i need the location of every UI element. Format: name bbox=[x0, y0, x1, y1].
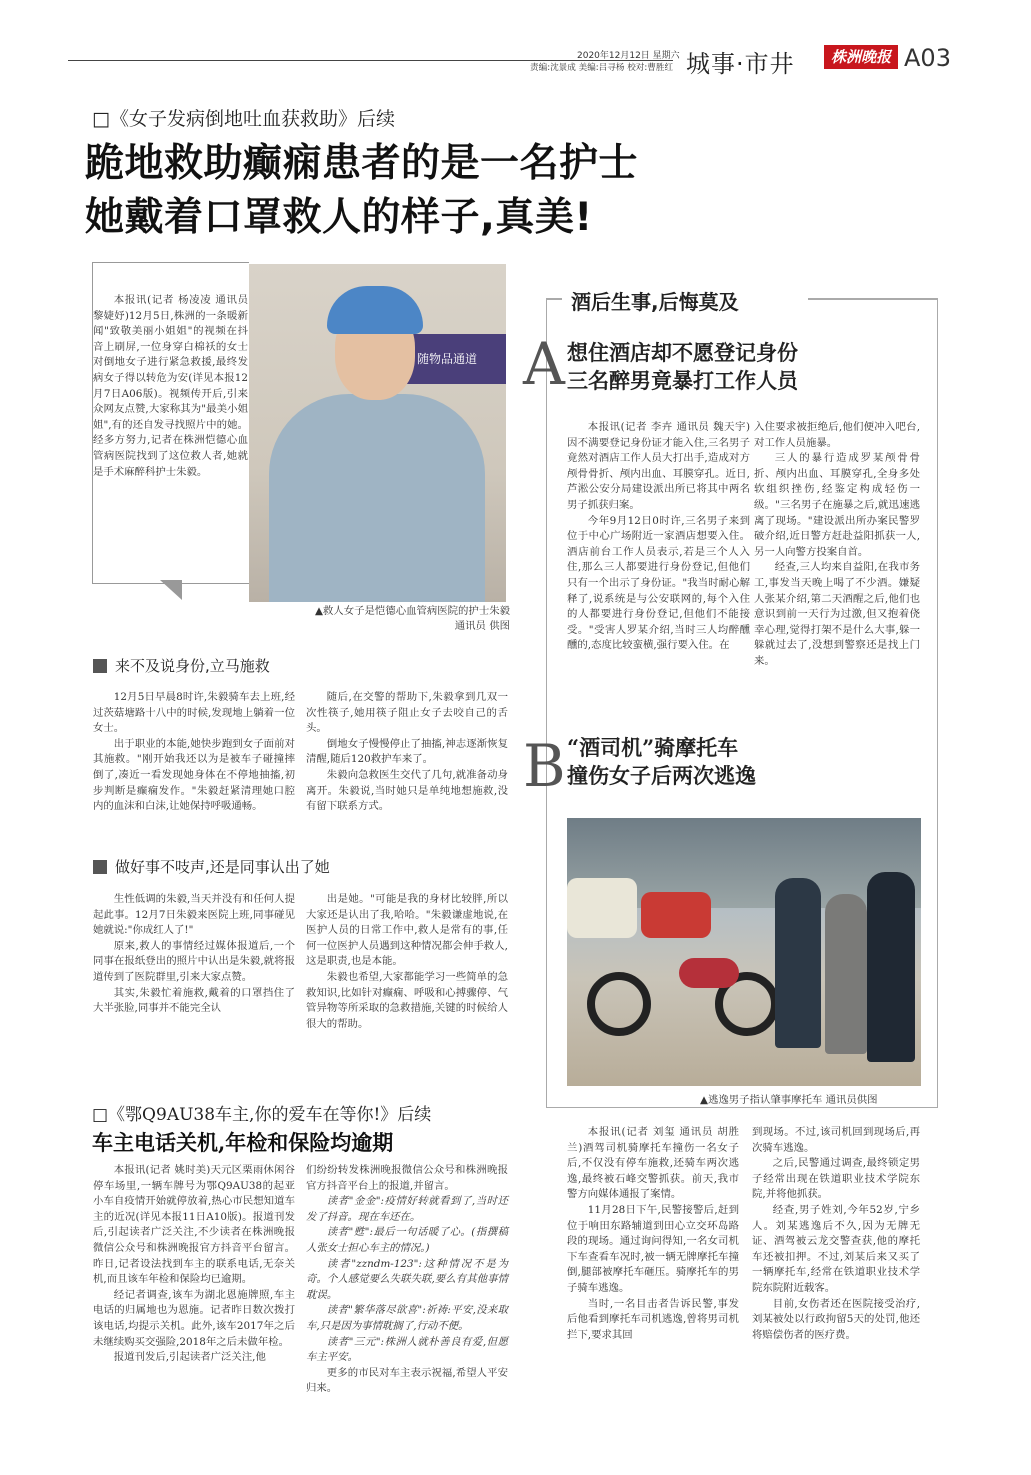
lead-text: 本报讯(记者 杨凌凌 通讯员 黎婕妤)12月5日,株洲的一条暖新闻"致敬美丽小姐姐"的视频在抖音上刷屏,一位身穿白棉袄的女士对倒地女子进行紧急救援,最终发病女子得以转危为安(详见本报12月7日A06版)。视频传开后,引来众网友点赞,大家称其为"最美小姐姐",有的还自发寻找照片中的她。经多方努力,记者在株洲恺德心血管病医院找到了这位救人者,她就是手术麻醉科护士朱毅。 bbox=[93, 294, 248, 478]
reader-comment: 读者"金金":疫情好转就看到了,当时还发了抖音。现在车还在。 bbox=[306, 1195, 508, 1223]
main-headline-line2: 她戴着口罩救人的样子,真美! bbox=[85, 195, 593, 240]
story-b-headline-line1: “酒司机”骑摩托车 bbox=[567, 735, 739, 760]
paragraph: 生性低调的朱毅,当天并没有和任何人提起此事。12月7日朱毅来医院上班,同事碰见她就说:"你成红人了!" bbox=[93, 893, 295, 937]
story-a-column-1 bbox=[567, 420, 750, 654]
section-title: 城事·市井 bbox=[686, 50, 795, 78]
paragraph: 11月28日下午,民警接警后,赶到位于响田东路辅道到田心立交环岛路段的现场。通过询问得知,一名女司机下车查看车况时,被一辆无牌摩托车撞倒,腿部被摩托车砸压。骑摩托车的男子骑车逃逸。 bbox=[567, 1203, 739, 1294]
story-a-column-2 bbox=[754, 420, 920, 670]
paragraph: 们纷纷转发株洲晚报微信公众号和株洲晚报官方抖音平台上的报道,并留言。 bbox=[306, 1164, 508, 1192]
photo-police-officer bbox=[867, 872, 915, 1062]
paragraph: 目前,女伤者还在医院接受治疗,刘某被处以行政拘留5天的处罚,他还将赔偿伤者的医疗费。 bbox=[752, 1297, 920, 1341]
section1-left-column bbox=[93, 690, 295, 815]
story-b-letter: B bbox=[523, 732, 566, 800]
photo-parked-car bbox=[641, 892, 711, 938]
photo-motorcycle bbox=[587, 958, 777, 1038]
photo-parked-car bbox=[567, 878, 637, 938]
main-headline bbox=[85, 137, 638, 245]
subhead-2-text: 做好事不吱声,还是同事认出了她 bbox=[115, 858, 330, 876]
subhead-square-icon bbox=[93, 659, 107, 673]
paragraph: 12月5日早晨8时许,朱毅骑车去上班,经过茨菇塘路十八中的时候,发现地上躺着一位女士。 bbox=[93, 691, 295, 735]
story-a-headline bbox=[567, 339, 798, 395]
photo-wheel bbox=[587, 972, 651, 1036]
lead-frame-tail bbox=[160, 580, 182, 600]
page-number: A03 bbox=[904, 44, 951, 72]
bottom-headline: 车主电话关机,年检和保险均逾期 bbox=[92, 1130, 394, 1155]
paragraph: 今年9月12日0时许,三名男子来到位于中心广场附近一家酒店想要入住。酒店前台工作人员表示,若是三个人入住,那么三人都要进行身份登记,但他们只有一个出示了身份证。"我当时耐心解释了,说系统是与公安联网的,每个入住的人都要进行身份登记,但他们不能接受。"受害人罗某介绍,当时三人均醉醺醺的,态度比较蛮横,强行要入住。在 bbox=[567, 514, 750, 652]
story-a-letter: A bbox=[523, 330, 565, 398]
main-headline-line1: 跪地救助癫痫患者的是一名护士 bbox=[85, 141, 639, 186]
paragraph: 当时,一名目击者告诉民警,事发后他看到摩托车司机逃逸,曾将男司机拦下,要求其回 bbox=[567, 1297, 739, 1341]
paragraph: 之后,民警通过调查,最终锁定男子经常出现在铁道职业技术学院东院,并将他抓获。 bbox=[752, 1157, 920, 1201]
main-kicker: □《女子发病倒地吐血获救助》后续 bbox=[92, 108, 395, 130]
box-top-rule-left bbox=[546, 298, 562, 300]
photo-sign: 随物品通道 bbox=[399, 334, 506, 384]
reader-comment: 读者"繁华落尽欲喜":祈祷:平安,没来取车,只是因为事情耽搁了,行动不便。 bbox=[306, 1304, 508, 1332]
caption-line1: ▲救人女子是恺德心血管病医院的护士朱毅 bbox=[314, 605, 510, 617]
photo-surgical-cap bbox=[327, 286, 423, 334]
story-b-headline bbox=[567, 734, 756, 790]
story-b-headline-line2: 撞伤女子后两次逃逸 bbox=[567, 763, 756, 788]
bottom-column-2 bbox=[306, 1163, 508, 1397]
motorcycle-photo-caption: ▲逃逸男子指认肇事摩托车 通讯员供图 bbox=[700, 1094, 878, 1106]
paragraph: 本报讯(记者 姚时美)天元区栗雨休闲谷停车场里,一辆车牌号为鄂Q9AU38的起亚小车自疫情开始就停放着,热心市民想知道车主的近况(详见本报11日A10版)。报道刊发后,引起读者广泛关注,不少读者在株洲晚报微信公众号和株洲晚报官方抖音平台留言。昨日,记者设法找到车主的联系电话,无奈关机,而且该车年检和保险均已逾期。 bbox=[93, 1164, 295, 1286]
lead-paragraph bbox=[93, 293, 248, 480]
caption-line2: 通讯员 供图 bbox=[454, 620, 510, 632]
reader-comment: 读者"zzndm-123":这种情况不是为奇。个人感觉要么失联失联,要么有其他事情耽误。 bbox=[306, 1257, 508, 1301]
paragraph: 到现场。不过,该司机回到现场后,再次骑车逃逸。 bbox=[752, 1126, 920, 1154]
photo-fuel-tank bbox=[679, 958, 739, 988]
reader-comment: 读者"三元":株洲人就朴善良有爱,但愿车主平安。 bbox=[306, 1335, 508, 1364]
paragraph: 出于职业的本能,她快步跑到女子面前对其施救。"刚开始我还以为是被车子碰撞摔倒了,凑近一看发现她身体在不停地抽搐,初步判断是癫痫发作。"朱毅赶紧清理她口腔内的血沫和白沫,让她保持呼吸通畅。 bbox=[93, 737, 295, 813]
bottom-column-1 bbox=[93, 1163, 295, 1366]
subhead-1 bbox=[93, 655, 270, 676]
paragraph: 本报讯(记者 李卉 通讯员 魏天宇)因不满要登记身份证才能入住,三名男子竟然对酒店工作人员大打出手,造成对方颅骨骨折、颅内出血、耳膜穿孔。近日,芦淞公安分局建设派出所已将其中两名男子抓获归案。 bbox=[567, 421, 750, 511]
story-b-column-1 bbox=[567, 1125, 739, 1343]
box-top-rule-right bbox=[808, 298, 938, 300]
paragraph: 经查,三人均来自益阳,在我市务工,事发当天晚上喝了不少酒。嫌疑人张某介绍,第二天酒醒之后,他们也意识到前一天行为过激,但又抱着侥幸心理,觉得打架不是什么大事,躲一躲就过去了,没想到警察还是找上门来。 bbox=[754, 561, 920, 667]
paragraph: 三人的暴行造成罗某颅骨骨折、颅内出血、耳膜穿孔,全身多处软组织挫伤,经鉴定构成轻伤一级。"三名男子在施暴之后,就迅速逃离了现场。"建设派出所办案民警罗破介绍,近日警方赶赴益阳抓获一人,另一人向警方投案自首。 bbox=[754, 452, 920, 558]
story-b-column-2 bbox=[752, 1125, 920, 1343]
section2-right-column bbox=[306, 892, 508, 1032]
story-a-headline-line1: 想住酒店却不愿登记身份 bbox=[567, 340, 798, 365]
paragraph: 朱毅向急救医生交代了几句,就准备动身离开。朱毅说,当时她只是单纯地想施救,没有留下联系方式。 bbox=[306, 768, 508, 813]
section2-left-column bbox=[93, 892, 295, 1017]
newspaper-logo: 株洲晚报 bbox=[824, 45, 898, 69]
paragraph: 经查,男子姓刘,今年52岁,宁乡人。刘某逃逸后不久,因为无牌无证、酒驾被云龙交警查获,他的摩托车还被扣押。不过,刘某后来又买了一辆摩托车,经常在铁道职业技术学院东院附近载客。 bbox=[752, 1203, 920, 1294]
photo-police-officer bbox=[775, 878, 821, 1048]
issue-date: 2020年12月12日 星期六 bbox=[577, 51, 680, 61]
subhead-2 bbox=[93, 856, 330, 877]
editor-credits: 责编:沈景成 美编:吕寻杨 校对:曹胜红 bbox=[530, 63, 674, 73]
bottom-kicker: □《鄂Q9AU38车主,你的爱车在等你!》后续 bbox=[92, 1105, 432, 1125]
paragraph: 原来,救人的事情经过媒体报道后,一个同事在报纸登出的照片中认出是朱毅,就将报道传到了医院群里,引来大家点赞。 bbox=[93, 939, 295, 983]
nurse-photo-caption bbox=[270, 604, 510, 634]
paragraph: 其实,朱毅忙着施救,戴着的口罩挡住了大半张脸,同事并不能完全认 bbox=[93, 986, 295, 1015]
paragraph: 入住要求被拒绝后,他们便冲入吧台,对工作人员施暴。 bbox=[754, 421, 920, 449]
paragraph: 经记者调查,该车为湖北恩施牌照,车主电话的归属地也为恩施。记者昨日数次拨打该电话,均提示关机。此外,该车2017年之后未继续购买交强险,2018年之后未做年检。 bbox=[93, 1288, 295, 1348]
story-a-headline-line2: 三名醉男竟暴打工作人员 bbox=[567, 368, 798, 393]
paragraph: 报道刊发后,引起读者广泛关注,他 bbox=[113, 1351, 266, 1364]
nurse-photo bbox=[249, 264, 506, 602]
photo-coat bbox=[269, 394, 485, 602]
reader-comment: 读者"甦":最后一句话暖了心。(指撰稿人张女士担心车主的情况。) bbox=[306, 1226, 508, 1254]
section1-right-column bbox=[306, 690, 508, 815]
subhead-1-text: 来不及说身份,立马施救 bbox=[115, 657, 270, 675]
paragraph: 倒地女子慢慢停止了抽搐,神志逐渐恢复清醒,随后120救护车来了。 bbox=[306, 737, 508, 766]
right-box-title: 酒后生事,后悔莫及 bbox=[567, 286, 743, 315]
paragraph: 朱毅也希望,大家都能学习一些简单的急救知识,比如针对癫痫、呼吸和心搏骤停、气管异物等所采取的急救措施,关键的时候给人很大的帮助。 bbox=[306, 970, 508, 1030]
photo-suspect bbox=[825, 894, 867, 1054]
paragraph: 出是她。"可能是我的身材比较胖,所以大家还是认出了我,哈哈。"朱毅谦虚地说,在医护人员的日常工作中,救人是常有的事,任何一位医护人员遇到这种情况都会伸手救人,这是职责,也是本能。 bbox=[306, 893, 508, 968]
paragraph: 随后,在交警的帮助下,朱毅拿到几双一次性筷子,她用筷子阻止女子去咬自己的舌头。 bbox=[306, 691, 508, 735]
subhead-square-icon bbox=[93, 860, 107, 874]
paragraph: 本报讯(记者 刘玺 通讯员 胡胜兰)酒驾司机骑摩托车撞伤一名女子后,不仅没有停车施救,还骑车两次逃逸,最终被石峰交警抓获。前天,我市警方向媒体通报了案情。 bbox=[567, 1126, 739, 1201]
motorcycle-photo bbox=[567, 818, 921, 1086]
paragraph: 更多的市民对车主表示祝福,希望人平安归来。 bbox=[306, 1366, 508, 1395]
